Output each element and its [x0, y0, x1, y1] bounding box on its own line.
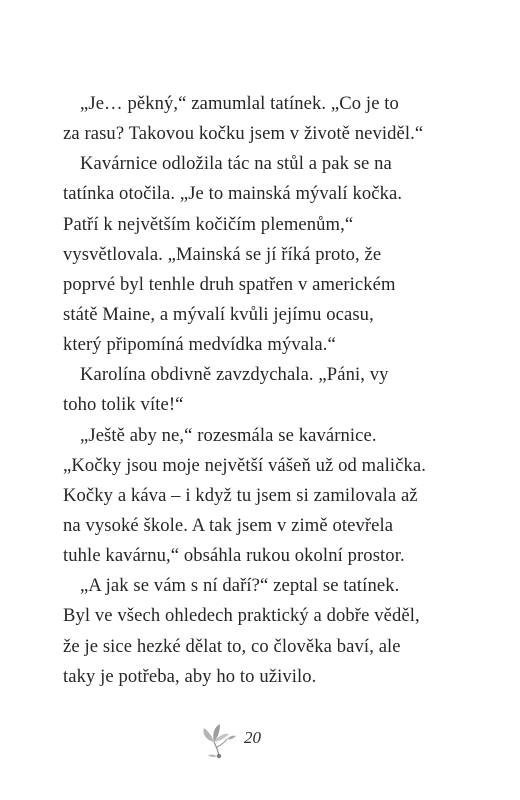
- text-line: který připomíná medvídka mývala.“: [63, 334, 336, 356]
- text-line: Kavárnice odložila tác na stůl a pak se na: [80, 153, 392, 175]
- text-line: Kočky a káva – i když tu jsem si zamilovala až: [63, 484, 418, 506]
- text-line: že je sice hezké dělat to, co člověka baví, ale: [63, 635, 401, 657]
- text-line: toho tolik víte!“: [63, 394, 184, 416]
- body-text: [63, 89, 483, 692]
- page-footer: [196, 716, 316, 766]
- text-line: státě Maine, a mývalí kvůli jejímu ocasu,: [63, 303, 374, 325]
- text-line: poprvé byl tenhle druh spatřen v americkém: [63, 273, 396, 295]
- text-line: tuhle kavárnu,“ obsáhla rukou okolní prostor.: [63, 545, 405, 567]
- page-number: 20: [244, 728, 261, 747]
- text-line: Byl ve všech ohledech praktický a dobře věděl,: [63, 605, 420, 627]
- text-line: „A jak se vám s ní daří?“ zeptal se tatínek.: [80, 575, 400, 597]
- text-line: Patří k největším kočičím plemenům,“: [63, 213, 354, 235]
- text-line: „Kočky jsou moje největší vášeň už od malička.: [63, 454, 426, 476]
- text-line: tatínka otočila. „Je to mainská mývalí kočka.: [63, 183, 403, 205]
- flower-sprig-icon: [196, 716, 242, 762]
- text-line: taky je potřeba, aby ho to uživilo.: [63, 665, 317, 687]
- text-line: vysvětlovala. „Mainská se jí říká proto, že: [63, 243, 382, 265]
- text-line: Karolína obdivně zavzdychala. „Páni, vy: [80, 364, 389, 386]
- text-line: za rasu? Takovou kočku jsem v životě neviděl.“: [63, 123, 424, 145]
- text-line: na vysoké škole. A tak jsem v zimě otevřela: [63, 514, 394, 536]
- text-line: „Je… pěkný,“ zamumlal tatínek. „Co je to: [80, 93, 399, 114]
- text-line: „Ještě aby ne,“ rozesmála se kavárnice.: [80, 424, 377, 446]
